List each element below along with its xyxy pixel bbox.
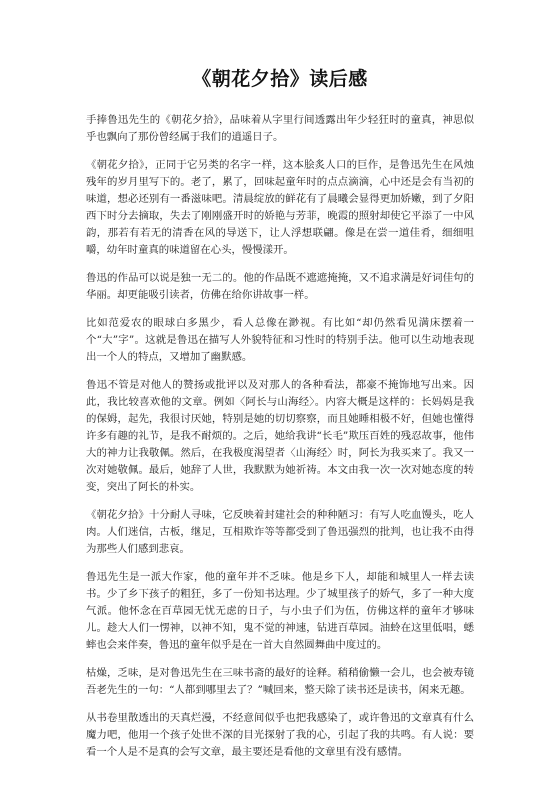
paragraph-9: 从书卷里散透出的天真烂漫，不经意间似乎也把我感染了，或许鲁迅的文章真有什么魔力吧，他用一个孩子处世不深的目光探射了我的心，引起了我的共鸣。有人说：要看一个人是不是真的会写文章，最主要还是看他的文章里有没有感情。 bbox=[86, 712, 474, 758]
document-title: 《朝花夕拾》读后感 bbox=[192, 68, 368, 90]
paragraph-2: 《朝花夕拾》，正同于它另类的名字一样，这本脍炙人口的巨作，是鲁迅先生在风烛残年的岁月里写下的。老了，累了，回味起童年时的点点滴滴，心中还是会有当初的味道，想必还别有一番滋味吧。清晨绽放的鲜花有了晨曦会显得更加娇嫩，到了夕阳西下时分去摘取，失去了刚刚盛开时的娇艳与芳菲，晚霞的照射却使它平添了一中风韵，那若有若无的清香在风的导送下，让人浮想联翩。像是在尝一道佳肴，细细咀嚼，幼年时童真的味道留在心头，慢慢漾开。 bbox=[86, 159, 474, 256]
paragraph-8: 枯燥，乏味，是对鲁迅先生在三味书斋的最好的诠释。稍稍偷懒一会儿，也会被寿镜吾老先生的一句：“人都到哪里去了？”喊回来，整天除了读书还是读书，闲来无趣。 bbox=[86, 667, 474, 696]
paragraph-3: 鲁迅的作品可以说是独一无二的。他的作品既不遮遮掩掩，又不追求满是好词佳句的华丽。却更能吸引读者，仿佛在给你讲故事一样。 bbox=[86, 272, 474, 301]
paragraph-6: 《朝花夕拾》十分耐人寻味，它反映着封建社会的种种陋习：有写人吃血馒头，吃人肉。人们迷信，古板，继足，互相欺诈等等都受到了鲁迅强烈的批判，也让我不由得为那些人们感到悲哀。 bbox=[86, 509, 474, 555]
document-body bbox=[86, 112, 474, 761]
paragraph-5: 鲁迅不管是对他人的赞扬或批评以及对那人的各种看法，都豪不掩饰地写出来。因此，我比较喜欢他的文章。例如〈阿长与山海经〉。内容大概是这样的：长妈妈是我的保姆，起先，我很讨厌她，特别是她的切切察察，而且她睡相极不好，但她也懂得许多有趣的礼节，是我不耐烦的。之后，她给我讲“长毛”欺压百姓的残忍故事，他伟大的神力让我敬佩。然后，在我极度渴望者〈山海经〉时，阿长为我买来了。我又一次对她敬佩。最后，她辞了人世，我默默为她祈祷。本文由我一次一次对她态度的转变，突出了阿长的朴实。 bbox=[86, 379, 474, 493]
paragraph-7: 鲁迅先生是一派大作家，他的童年并不乏味。他是乡下人，却能和城里人一样去读书。少了乡下孩子的粗狂，多了一份知书达理。少了城里孩子的娇气，多了一种大度气派。他怀念在百草园无忧无虑的日子，与小虫子们为伍，仿佛这样的童年才够味儿。趁大人们一愣神，以神不知，鬼不觉的神速，钻进百草园。油蛉在这里低唱，蟋蟀也会来伴奏，鲁迅的童年似乎是在一首大自然圆舞曲中度过的。 bbox=[86, 571, 474, 651]
paragraph-1: 手捧鲁迅先生的《朝花夕拾》，品味着从字里行间透露出年少轻狂时的童真，神思似乎也飘向了那份曾经属于我们的逍遥日子。 bbox=[86, 114, 474, 143]
paragraph-4: 比如范爱农的眼球白多黑少，看人总像在渺视。有比如“却仍然看见满床摆着一个“大”字”。这就是鲁迅在描写人外貌特征和习性时的特别手法。他可以生动地表现出一个人的特点，又增加了幽默感。 bbox=[86, 317, 474, 363]
